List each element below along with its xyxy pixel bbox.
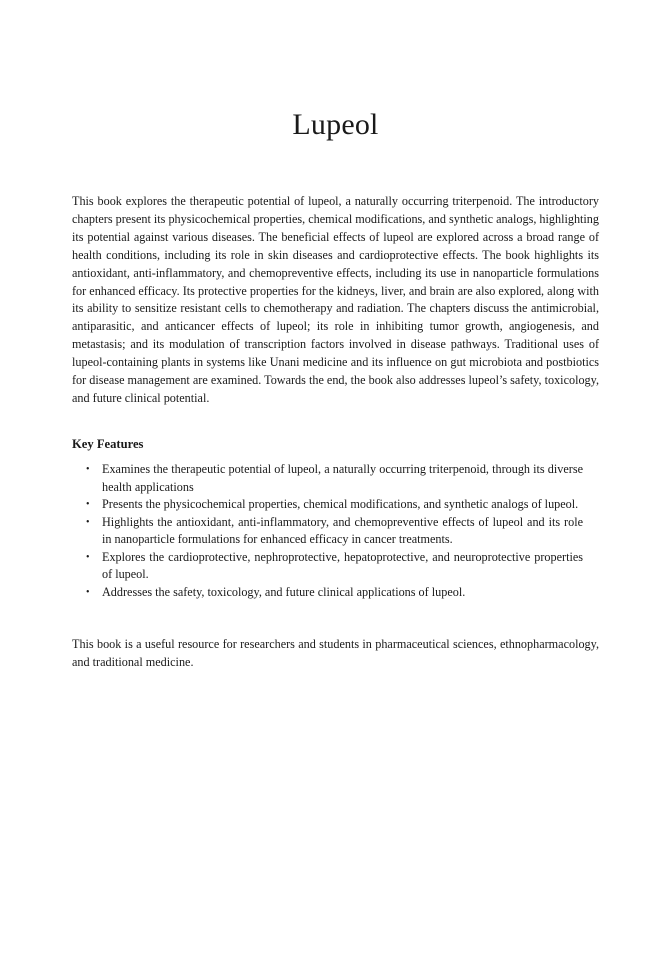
list-item bbox=[86, 496, 583, 514]
list-item bbox=[86, 514, 583, 549]
list-item bbox=[86, 584, 583, 602]
feature-text: Explores the cardioprotective, nephroprotective, hepatoprotective, and neuroprotective properties of lupeol. bbox=[102, 549, 583, 581]
bullet-icon: • bbox=[86, 499, 90, 510]
bullet-icon: • bbox=[86, 586, 90, 598]
intro-paragraph: This book explores the therapeutic potential of lupeol, a naturally occurring triterpenoid. The introductory chapters present its physicochemical properties, chemical modifications, and synthetic analogs, highlighting its potential against various diseases. The beneficial effects of lupeol are explored across a broad range of health conditions, including its role in skin diseases and cardioprotective effects. The book highlights its antioxidant, anti-inflammatory, and chemopreventive effects, including its use in nanoparticle formulations for enhanced efficacy. Its protective properties for the kidneys, liver, and brain are also explored, along with its ability to sensitize resistant cells to chemotherapy and radiation. The chapters discuss the antimicrobial, antiparasitic, and anticancer effects of lupeol; its role in inhibiting tumor growth, angiogenesis, and metastasis; and its modulation of transcription factors involved in disease pathways. Traditional uses of lupeol-containing plants in systems like Unani medicine and its influence on gut microbiota and postbiotics for disease management are examined. Towards the end, the book also addresses lupeol’s safety, toxicology, and future clinical potential. bbox=[72, 194, 599, 405]
key-features-heading: Key Features bbox=[72, 437, 144, 451]
list-item bbox=[86, 461, 583, 496]
bullet-icon: • bbox=[86, 516, 90, 528]
page-title: Lupeol bbox=[292, 108, 379, 141]
closing-paragraph: This book is a useful resource for researchers and students in pharmaceutical sciences, ethnopharmacology, and traditional medicine. bbox=[72, 637, 599, 669]
bullet-icon: • bbox=[86, 464, 90, 475]
feature-text: Examines the therapeutic potential of lupeol, a naturally occurring triterpenoid, through its diverse health applications bbox=[102, 462, 583, 494]
key-features-list bbox=[86, 461, 583, 601]
feature-text: Addresses the safety, toxicology, and future clinical applications of lupeol. bbox=[102, 584, 466, 599]
bullet-icon: • bbox=[86, 551, 90, 563]
feature-text: Highlights the antioxidant, anti-inflammatory, and chemopreventive effects of lupeol and its role in nanoparticle formulations for enhanced efficacy in cancer treatments. bbox=[102, 514, 583, 546]
list-item bbox=[86, 549, 583, 584]
feature-text: Presents the physicochemical properties, chemical modifications, and synthetic analogs of lupeol. bbox=[102, 497, 579, 511]
